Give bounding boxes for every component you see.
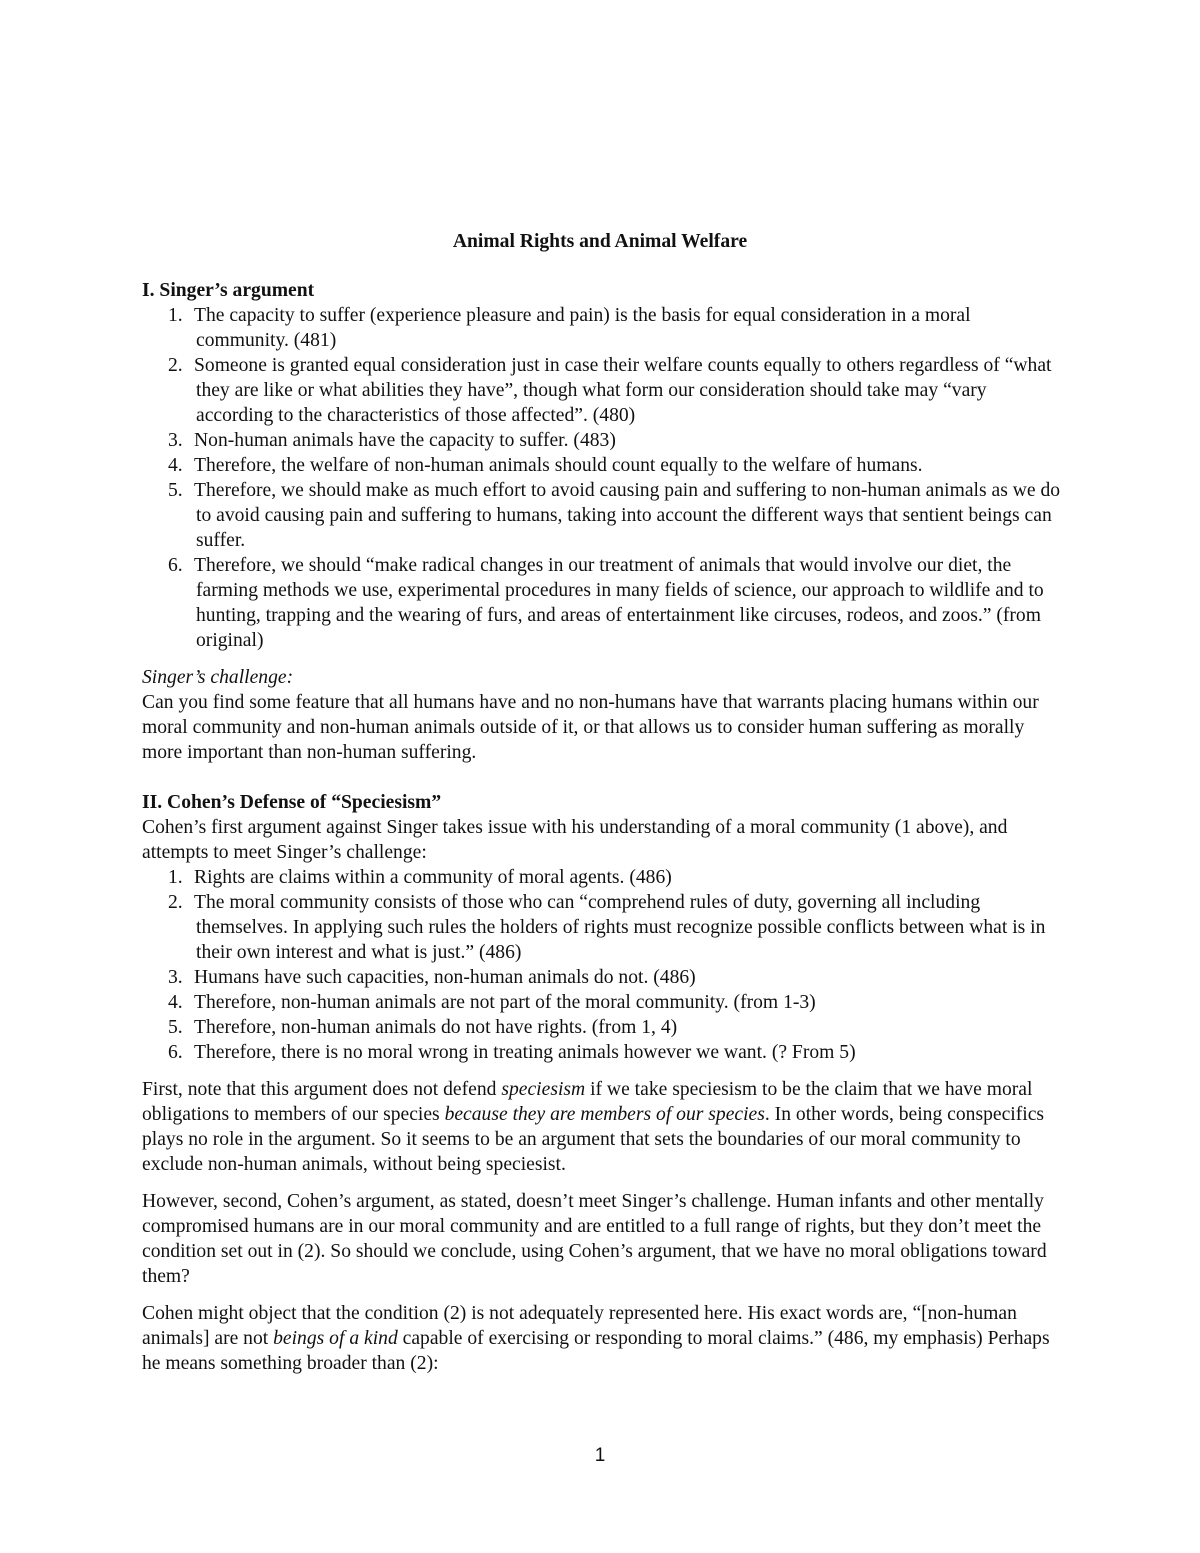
list-item: 3. Non-human animals have the capacity to suffer. (483) (168, 430, 616, 451)
page-number: 1 (594, 1445, 606, 1466)
singer-challenge-label: Singer’s challenge: (142, 667, 294, 688)
section-heading-singer: I. Singer’s argument (142, 280, 315, 301)
cohen-argument-list (142, 865, 1062, 1065)
singer-argument-list (142, 303, 1062, 653)
emphasis-beings-of-a-kind: beings of a kind (273, 1328, 398, 1349)
list-item: 1. Rights are claims within a community of moral agents. (486) (168, 867, 672, 888)
list-item: 6. Therefore, we should “make radical changes in our treatment of animals that would involve our diet, the farming methods we use, experimental procedures in many fields of science, our approach to wildlife and to hunting, trapping and the wearing of furs, and areas of entertainment like circuses, rodeos, and zoos.” (from original) (168, 555, 1044, 651)
list-item: 4. Therefore, non-human animals are not part of the moral community. (from 1-3) (168, 992, 816, 1013)
list-item: 1. The capacity to suffer (experience pleasure and pain) is the basis for equal consideration in a moral community. (481) (168, 305, 971, 351)
emphasis-speciesism: speciesism (501, 1079, 586, 1100)
document-title: Animal Rights and Animal Welfare (452, 231, 748, 252)
emphasis-members: because they are members of our species (444, 1104, 765, 1125)
section-heading-cohen: II. Cohen’s Defense of “Speciesism” (142, 792, 442, 813)
list-item: 5. Therefore, non-human animals do not have rights. (from 1, 4) (168, 1017, 678, 1038)
paragraph-first-note: First, note that this argument does not defend speciesism if we take speciesism to be the claim that we have moral obligations to members of our species because they are members of our species. In other words, being conspecifics plays no role in the argument. So it seems to be an argument that sets the boundaries of our moral community to exclude non-human animals, without being speciesist. (142, 1079, 1045, 1175)
singer-challenge-text: Can you find some feature that all humans have and no non-humans have that warrants placing humans within our moral community and non-human animals outside of it, or that allows us to consider human suffering as morally more important than non-human suffering. (142, 692, 1039, 763)
list-item: 2. The moral community consists of those who can “comprehend rules of duty, governing all including themselves. In applying such rules the holders of rights must recognize possible conflicts between what is in their own interest and what is just.” (486) (168, 892, 1046, 963)
cohen-intro: Cohen’s first argument against Singer takes issue with his understanding of a moral community (1 above), and attempts to meet Singer’s challenge: (142, 817, 1008, 863)
paragraph-second-note: However, second, Cohen’s argument, as stated, doesn’t meet Singer’s challenge. Human infants and other mentally compromised humans are in our moral community and are entitled to a full range of rights, but they don’t meet the condition set out in (2). So should we conclude, using Cohen’s argument, that we have no moral obligations toward them? (142, 1191, 1047, 1287)
list-item: 2. Someone is granted equal consideration just in case their welfare counts equally to others regardless of “what they are like or what abilities they have”, though what form our consideration should take may “vary according to the characteristics of those affected”. (480) (168, 355, 1052, 426)
document-body (142, 278, 1062, 1376)
paragraph-cohen-objection: Cohen might object that the condition (2) is not adequately represented here. His exact words are, “[non-human animals] are not beings of a kind capable of exercising or responding to moral claims.” (486, my emphasis) Perhaps he means something broader than (2): (142, 1303, 1050, 1374)
list-item: 4. Therefore, the welfare of non-human animals should count equally to the welfare of humans. (168, 455, 923, 476)
list-item: 6. Therefore, there is no moral wrong in treating animals however we want. (? From 5) (168, 1042, 856, 1063)
list-item: 5. Therefore, we should make as much effort to avoid causing pain and suffering to non-human animals as we do to avoid causing pain and suffering to humans, taking into account the different ways that sentient beings can suffer. (168, 480, 1061, 551)
list-item: 3. Humans have such capacities, non-human animals do not. (486) (168, 967, 696, 988)
